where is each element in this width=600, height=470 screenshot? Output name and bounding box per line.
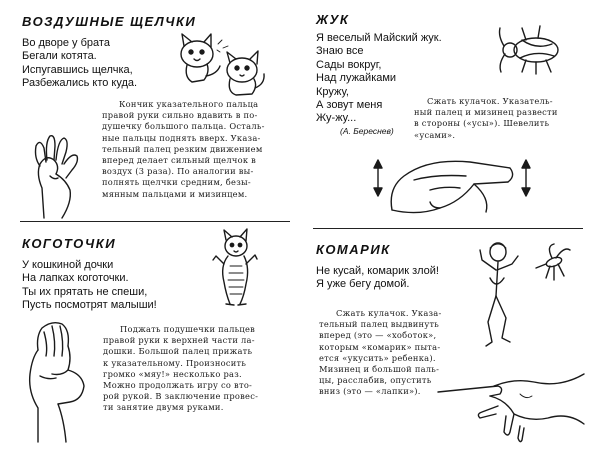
instruction-line: воздух (3 раза). По аналогии вы-	[102, 166, 254, 177]
instruction-line: ется «укусить» ребенка).	[319, 352, 436, 363]
section-title: ВОЗДУШНЫЕ ЩЕЛЧКИ	[22, 14, 197, 29]
instruction-line: Поджать подушечки пальцев	[120, 324, 256, 334]
instruction-line: вниз (это — «лапки»).	[319, 386, 421, 397]
cat-illustration	[210, 226, 260, 310]
poem-line: Бегали котята.	[22, 50, 97, 63]
poem	[22, 259, 157, 313]
instruction-line: цы, расслабив, опустить	[319, 375, 432, 386]
poem-line: Кружу,	[316, 85, 349, 98]
poem-line: Во дворе у брата	[22, 37, 110, 49]
poem	[316, 265, 439, 292]
instructions	[101, 99, 265, 200]
pointing-hand-illustration	[434, 366, 594, 446]
beetle-illustration	[496, 22, 564, 78]
kittens-illustration	[170, 32, 268, 98]
poem-line: Ты их прятать не спеши,	[22, 285, 148, 298]
instruction-line: Можно продолжать игру со вто-	[103, 380, 253, 391]
instruction-line: душечку большого пальца. Осталь-	[102, 121, 265, 132]
poem-line: Жу-жу...	[316, 112, 357, 125]
instruction-line: мянным пальцами и мизинцем.	[102, 188, 248, 199]
poem-line: Испугавшись щелчка,	[22, 63, 133, 76]
poem	[22, 37, 137, 91]
instruction-line: вперед делает сильный щелчок в	[102, 155, 257, 166]
instruction-line: ные пальцы поднять вверх. Указа-	[102, 132, 261, 143]
instructions	[319, 308, 442, 398]
poem-line: Сады вокруг,	[316, 58, 382, 71]
flicking-hand-illustration	[22, 128, 88, 220]
poem-line: Знаю все	[316, 45, 364, 58]
poem-line: Пусть посмотрят малыши!	[22, 299, 157, 312]
beetle-hand-illustration	[370, 146, 538, 222]
poem-line: А зовут меня	[316, 99, 383, 112]
instruction-line: которым «комарик» пыта-	[319, 341, 441, 352]
instruction-line: ный палец и мизинец развести	[414, 107, 558, 118]
poem-line: Не кусай, комарик злой!	[316, 265, 439, 277]
section-kogotochki	[0, 226, 290, 470]
instruction-line: к указательному. Произносить	[103, 357, 247, 368]
instructions	[414, 96, 558, 141]
instruction-line: в стороны («усы»). Шевелить	[414, 118, 550, 129]
instruction-line: тельный палец резким движением	[102, 143, 263, 154]
instruction-line: Сжать кулачок. Указа-	[336, 308, 442, 318]
instruction-line: «усами».	[414, 129, 456, 140]
poem-line: У кошкиной дочки	[22, 259, 114, 271]
instruction-line: ти занятие двумя руками.	[103, 402, 224, 413]
instruction-line: рой рукой. В заключение провес-	[103, 391, 259, 402]
instruction-line: Мизинец и большой паль-	[319, 364, 440, 375]
instruction-line: правой руки сильно вдавить в по-	[102, 110, 258, 121]
instructions	[103, 324, 258, 414]
instruction-line: вперед (это — «хоботок»,	[319, 330, 437, 341]
instruction-line: дошки. Большой палец прижать	[103, 346, 253, 357]
section-komarik	[300, 232, 600, 470]
child-illustration	[476, 238, 522, 350]
section-vozdushnye-shchelchki	[0, 0, 290, 225]
instruction-line: Кончик указательного пальца	[119, 99, 259, 109]
poem-line: Над лужайками	[316, 72, 397, 85]
section-divider	[20, 221, 290, 222]
section-divider	[313, 228, 583, 229]
poem-line: Я веселый Майский жук.	[316, 32, 442, 44]
clawed-hand-illustration	[22, 316, 94, 444]
poem-author: (А. Береснев)	[340, 126, 394, 136]
instruction-line: тельный палец выдвинуть	[319, 319, 440, 330]
instruction-line: Сжать кулачок. Указатель-	[427, 96, 553, 106]
poem-line: Разбежались кто куда.	[22, 77, 138, 90]
instruction-line: правой руки к верхней части ла-	[103, 335, 255, 346]
instruction-line: полнять щелчки средним, безы-	[102, 177, 251, 188]
section-title: ЖУК	[316, 12, 350, 27]
section-zhuk	[300, 0, 600, 225]
poem-line: Я уже бегу домой.	[316, 278, 410, 291]
instruction-line: громко «мяу!» несколько раз.	[103, 368, 242, 379]
poem-line: На лапках коготочки.	[22, 272, 129, 285]
section-title: КОМАРИК	[316, 242, 391, 257]
mosquito-illustration	[534, 242, 574, 282]
section-title: КОГОТОЧКИ	[22, 236, 117, 251]
